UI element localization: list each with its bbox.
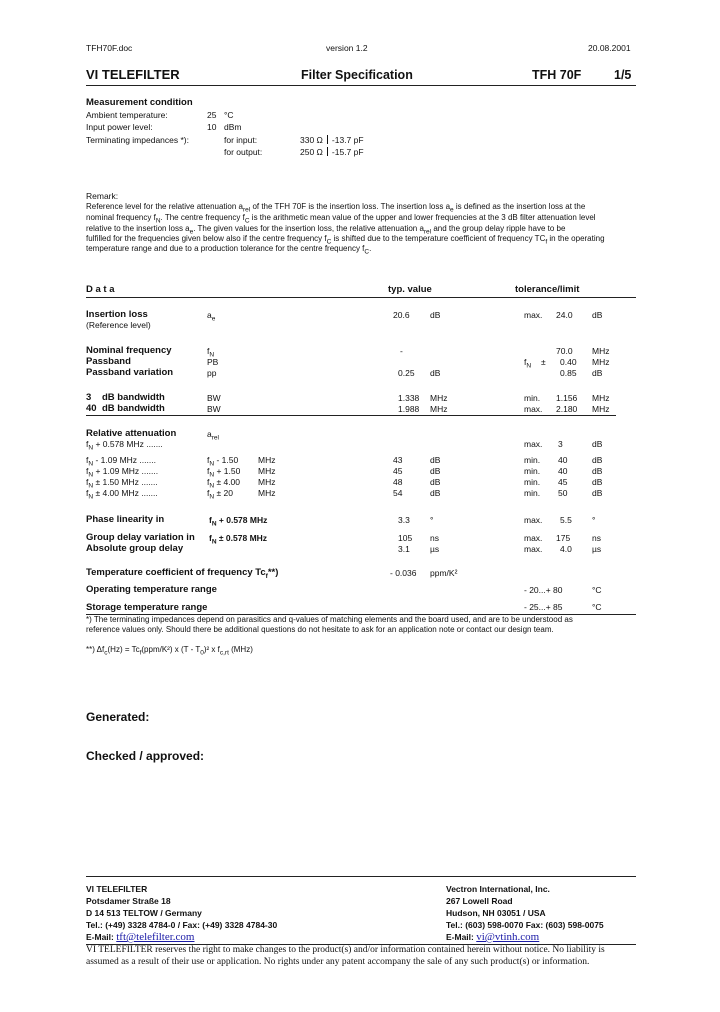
ra-typ: 48 bbox=[393, 477, 403, 487]
ra-freq-from: $f_N \pm 4.00$ MHz ....... bbox=[86, 488, 158, 501]
phase-linearity-limit-unit: ° bbox=[592, 515, 596, 525]
ra-freq-to-unit: MHz bbox=[258, 477, 276, 487]
footnote-1-line-1: *) The terminating impedances depend on parasitics and q-values of matching elements and the board used, and are to be understood as bbox=[86, 615, 573, 624]
vectron-email-link[interactable]: vi@vtinh.com bbox=[476, 931, 540, 943]
phase-linearity-typ-unit: ° bbox=[430, 515, 434, 525]
ra-limit-unit: dB bbox=[592, 439, 603, 449]
passband-variation-symbol: pp bbox=[207, 368, 217, 378]
terminating-label: Terminating impedances *): bbox=[86, 135, 189, 145]
footer-right-phone: Tel.: (603) 598-0070 Fax: (603) 598-0075 bbox=[446, 920, 604, 930]
reference-level-label: (Reference level) bbox=[86, 320, 151, 330]
phase-linearity-limit: 5.5 bbox=[560, 515, 572, 525]
passband-label: Passband bbox=[86, 356, 131, 367]
insertion-loss-limit-kind: max. bbox=[524, 310, 543, 320]
ra-freq-to: $f_N \pm 20$ bbox=[207, 488, 233, 501]
footer-right-street: 267 Lowell Road bbox=[446, 896, 513, 906]
part-number: TFH 70F bbox=[532, 68, 582, 82]
ra-freq-from: $f_N \pm 1.50$ MHz ....... bbox=[86, 477, 158, 490]
footer-left-email-row bbox=[86, 931, 195, 943]
footnote-2-formula: **) $\Delta f_c(Hz) = Tc_f(ppm/K^2)$ x $(T - T_0)^2$ x $f_{c,rt}$ (MHz) bbox=[86, 645, 253, 657]
bw40-limit-unit: MHz bbox=[592, 404, 610, 414]
power-unit: dBm bbox=[224, 122, 242, 132]
ra-typ-unit: dB bbox=[430, 455, 441, 465]
relative-attenuation-symbol: $a_{rel}$ bbox=[207, 429, 219, 442]
company-header bbox=[86, 67, 180, 82]
input-impedance bbox=[300, 135, 364, 145]
generated-label: Generated: bbox=[86, 710, 150, 724]
doc-title: Filter Specification bbox=[301, 68, 413, 82]
page-number: 1/5 bbox=[614, 68, 632, 82]
remark-line-2: nominal frequency $f_N$. The centre frequency $f_C$ is the arithmetic mean value of the upper and lower frequencies at the 3 dB filter attenuation level bbox=[86, 213, 596, 225]
footnote-1-line-2: reference values only. Should there be additional questions do not hesitate to ask for an application note or contact our design team. bbox=[86, 625, 554, 634]
insertion-loss-limit: 24.0 bbox=[556, 310, 573, 320]
ra-typ: 54 bbox=[393, 488, 403, 498]
footer-right-company: Vectron International, Inc. bbox=[446, 884, 550, 894]
header-divider bbox=[86, 85, 636, 86]
ra-freq-from: $f_N + 0.578$ MHz ....... bbox=[86, 439, 163, 452]
bw3-typ-unit: MHz bbox=[430, 393, 448, 403]
phase-linearity-label: Phase linearity in bbox=[86, 514, 165, 525]
absolute-group-delay-limit: 4.0 bbox=[560, 544, 572, 554]
remark-line-3: relative to the insertion loss $a_e$. The given values for the insertion loss, the relative attenuation $a_{rel}$ and the group delay ripple have to be bbox=[86, 224, 566, 236]
bw40-limit-kind: max. bbox=[524, 404, 543, 414]
temp-coefficient-unit: ppm/K² bbox=[430, 568, 458, 578]
passband-unit: MHz bbox=[592, 357, 610, 367]
phase-linearity-typ: 3.3 bbox=[398, 515, 410, 525]
ra-freq-from: $f_N - 1.09$ MHz ....... bbox=[86, 455, 156, 468]
bw3-symbol: BW bbox=[207, 393, 221, 403]
footer-right-email-row bbox=[446, 931, 539, 943]
tolerance-heading: tolerance/limit bbox=[515, 284, 580, 295]
company-name: TELEFILTER bbox=[101, 67, 180, 82]
operating-temp-label: Operating temperature range bbox=[86, 584, 217, 595]
ra-freq-to: $f_N + 1.50$ bbox=[207, 466, 241, 479]
version-label: version 1.2 bbox=[326, 43, 368, 53]
footer-left-city: D 14 513 TELTOW / Germany bbox=[86, 908, 202, 918]
absolute-group-delay-limit-unit: µs bbox=[592, 544, 602, 554]
ra-limit-unit: dB bbox=[592, 488, 603, 498]
passband-variation-typ: 0.25 bbox=[398, 368, 415, 378]
passband-symbol: PB bbox=[207, 357, 219, 367]
bw3-limit-kind: min. bbox=[524, 393, 541, 403]
temp-coefficient-label: Temperature coefficient of frequency $Tc_f**$) bbox=[86, 567, 279, 580]
absolute-group-delay-typ: 3.1 bbox=[398, 544, 410, 554]
ambient-value: 25 bbox=[207, 110, 217, 120]
phase-linearity-limit-kind: max. bbox=[524, 515, 543, 525]
storage-temp-unit: °C bbox=[592, 602, 602, 612]
ra-limit-unit: dB bbox=[592, 466, 603, 476]
ra-freq-to-unit: MHz bbox=[258, 455, 276, 465]
group-delay-limit-kind: max. bbox=[524, 533, 543, 543]
ra-limit-unit: dB bbox=[592, 455, 603, 465]
parallel-bar bbox=[327, 135, 328, 144]
ra-freq-from: $f_N + 1.09$ MHz ....... bbox=[86, 466, 159, 479]
ra-freq-to: $f_N \pm 4.00$ bbox=[207, 477, 241, 490]
bw40-number: 40 bbox=[86, 403, 97, 414]
passband-fn: $f_N$ bbox=[524, 357, 532, 370]
nominal-frequency-label: Nominal frequency bbox=[86, 345, 172, 356]
ra-limit-kind: min. bbox=[524, 477, 541, 487]
group-delay-variation-label: Group delay variation in bbox=[86, 532, 195, 543]
bw3-typ: 1.338 bbox=[398, 393, 420, 403]
absolute-group-delay-typ-unit: µs bbox=[430, 544, 440, 554]
power-value: 10 bbox=[207, 122, 217, 132]
remark-line-1: Reference level for the relative attenuation $a_{rel}$ of the TFH 70F is the insertion loss. The insertion loss $a_e$ is defined as the insertion loss at the bbox=[86, 202, 586, 214]
phase-linearity-frequency: $f_N + 0.578$ MHz bbox=[209, 515, 268, 528]
ra-freq-to-unit: MHz bbox=[258, 466, 276, 476]
insertion-loss-label: Insertion loss bbox=[86, 309, 148, 320]
ra-limit: 50 bbox=[558, 488, 568, 498]
bw40-typ-unit: MHz bbox=[430, 404, 448, 414]
insertion-loss-typ-unit: dB bbox=[430, 310, 441, 320]
passband-plusminus: ± bbox=[541, 357, 546, 367]
operating-temp-range: - 20...+ 80 bbox=[524, 585, 563, 595]
passband-limit: 0.40 bbox=[560, 357, 577, 367]
input-label: for input: bbox=[224, 135, 258, 145]
remark-line-5: temperature range and due to a production tolerance for the centre frequency $f_C$. bbox=[86, 244, 372, 256]
absolute-group-delay-label: Absolute group delay bbox=[86, 543, 184, 554]
power-label: Input power level: bbox=[86, 122, 153, 132]
group-delay-limit-unit: ns bbox=[592, 533, 601, 543]
group-delay-limit: 175 bbox=[556, 533, 571, 543]
ra-limit: 45 bbox=[558, 477, 568, 487]
email-label: E-Mail: bbox=[446, 932, 474, 942]
passband-variation-limit: 0.85 bbox=[560, 368, 577, 378]
ra-limit: 3 bbox=[558, 439, 563, 449]
output-resistance: 250 Ω bbox=[300, 147, 323, 157]
ra-freq-to-unit: MHz bbox=[258, 488, 276, 498]
checked-approved-label: Checked / approved: bbox=[86, 749, 205, 763]
operating-temp-unit: °C bbox=[592, 585, 602, 595]
data-heading: D a t a bbox=[86, 284, 115, 295]
output-impedance bbox=[300, 147, 364, 157]
temp-coefficient-typ: - 0.036 bbox=[390, 568, 417, 578]
bw3-limit: 1.156 bbox=[556, 393, 578, 403]
relative-attenuation-label: Relative attenuation bbox=[86, 428, 177, 439]
ra-freq-to: $f_N - 1.50$ bbox=[207, 455, 239, 468]
output-capacitance: -15.7 pF bbox=[331, 147, 364, 157]
footer-left-street: Potsdamer Straße 18 bbox=[86, 896, 171, 906]
file-name: TFH70F.doc bbox=[86, 43, 133, 53]
nominal-frequency-typ: - bbox=[400, 346, 403, 356]
disclaimer-line-2: assumed as a result of their use or application. No rights under any patent accompany the sale of any such product(s) or information. bbox=[86, 957, 590, 967]
remark-line-4: fulfilled for the frequencies given below also if the centre frequency $f_C$ is shifted due to the temperature coefficient of frequency $TC_f$ in the operating bbox=[86, 234, 605, 246]
group-delay-typ-unit: ns bbox=[430, 533, 439, 543]
storage-temp-label: Storage temperature range bbox=[86, 602, 208, 613]
ra-limit-unit: dB bbox=[592, 477, 603, 487]
footer-left-company: VI TELEFILTER bbox=[86, 884, 148, 894]
output-label: for output: bbox=[224, 147, 263, 157]
ra-typ-unit: dB bbox=[430, 466, 441, 476]
ra-limit-kind: min. bbox=[524, 466, 541, 476]
bandwidth-divider bbox=[86, 415, 616, 416]
remark-title: Remark: bbox=[86, 191, 119, 201]
insertion-loss-limit-unit: dB bbox=[592, 310, 603, 320]
input-resistance: 330 Ω bbox=[300, 135, 323, 145]
insertion-loss-typ: 20.6 bbox=[393, 310, 410, 320]
ra-typ-unit: dB bbox=[430, 477, 441, 487]
measurement-heading: Measurement condition bbox=[86, 97, 193, 108]
insertion-loss-symbol: $a_e$ bbox=[207, 310, 216, 323]
typ-value-heading: typ. value bbox=[388, 284, 432, 295]
passband-variation-label: Passband variation bbox=[86, 367, 174, 378]
disclaimer-line-1: VI TELEFILTER reserves the right to make changes to the product(s) and/or information contained herein without notice. No liability is bbox=[86, 945, 605, 955]
ra-typ: 45 bbox=[393, 466, 403, 476]
group-delay-frequency: $f_N \pm 0.578$ MHz bbox=[209, 533, 268, 546]
ra-limit: 40 bbox=[558, 466, 568, 476]
document-date: 20.08.2001 bbox=[588, 43, 631, 53]
company-logo-prefix: VI bbox=[86, 67, 99, 82]
ra-typ-unit: dB bbox=[430, 488, 441, 498]
footer-divider bbox=[86, 876, 636, 877]
data-divider bbox=[86, 297, 636, 298]
ambient-label: Ambient temperature: bbox=[86, 110, 168, 120]
ra-typ: 43 bbox=[393, 455, 403, 465]
bw40-limit: 2.180 bbox=[556, 404, 578, 414]
bw40-label: dB bandwidth bbox=[102, 403, 165, 414]
footer-right-city: Hudson, NH 03051 / USA bbox=[446, 908, 546, 918]
bw40-typ: 1.988 bbox=[398, 404, 420, 414]
storage-temp-range: - 25...+ 85 bbox=[524, 602, 563, 612]
bw3-label: dB bandwidth bbox=[102, 392, 165, 403]
bw40-symbol: BW bbox=[207, 404, 221, 414]
bw3-number: 3 bbox=[86, 392, 92, 403]
passband-variation-typ-unit: dB bbox=[430, 368, 441, 378]
passband-variation-unit: dB bbox=[592, 368, 603, 378]
email-label: E-Mail: bbox=[86, 932, 114, 942]
nominal-frequency-limit: 70.0 bbox=[556, 346, 573, 356]
parallel-bar bbox=[327, 147, 328, 156]
nominal-frequency-unit: MHz bbox=[592, 346, 610, 356]
group-delay-typ: 105 bbox=[398, 533, 413, 543]
ra-limit: 40 bbox=[558, 455, 568, 465]
input-capacitance: -13.7 pF bbox=[331, 135, 364, 145]
ra-limit-kind: min. bbox=[524, 455, 541, 465]
absolute-group-delay-limit-kind: max. bbox=[524, 544, 543, 554]
ra-limit-kind: max. bbox=[524, 439, 543, 449]
ambient-unit: °C bbox=[224, 110, 234, 120]
nominal-frequency-symbol: $f_N$ bbox=[207, 346, 215, 359]
telefilter-email-link[interactable]: tft@telefilter.com bbox=[116, 931, 195, 943]
ra-limit-kind: min. bbox=[524, 488, 541, 498]
bw3-limit-unit: MHz bbox=[592, 393, 610, 403]
footer-left-phone: Tel.: (+49) 3328 4784-0 / Fax: (+49) 3328 4784-30 bbox=[86, 920, 278, 930]
